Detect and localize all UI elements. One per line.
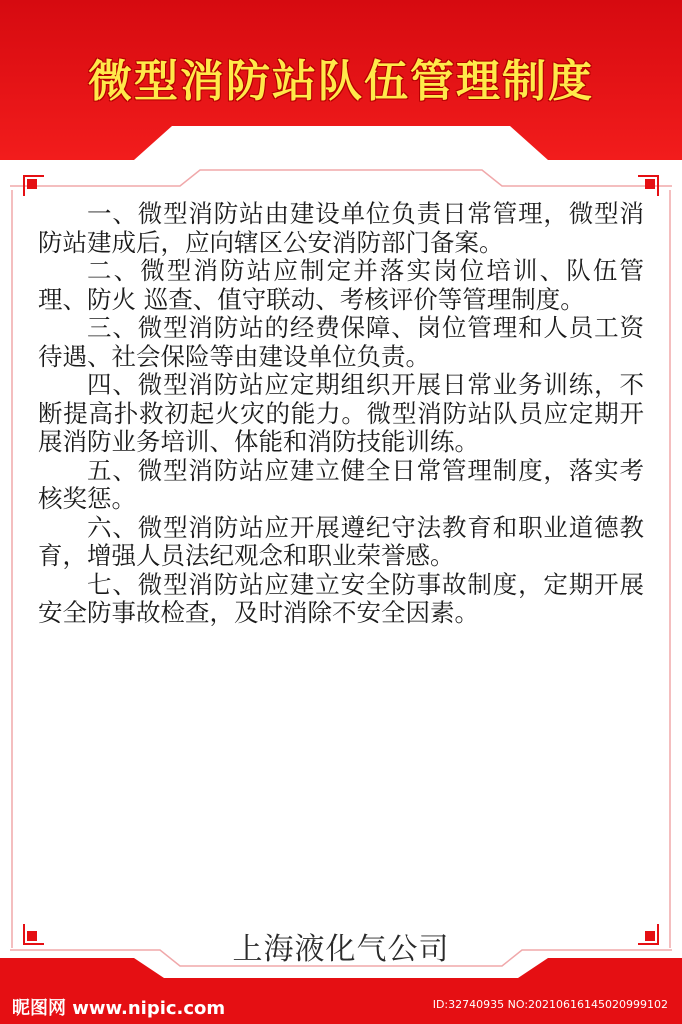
rule-paragraph: 二、微型消防站应制定并落实岗位培训、队伍管理、防火 巡查、值守联动、考核评价等管理制度。 [38,256,644,314]
page-title: 微型消防站队伍管理制度 [88,56,594,107]
watermark-site: 昵图网 www.nipic.com [12,998,226,1019]
company-name: 上海液化气公司 [232,932,450,967]
rule-paragraph: 五、微型消防站应建立健全日常管理制度，落实考核奖惩。 [38,455,644,513]
rule-paragraph: 六、微型消防站应开展遵纪守法教育和职业道德教育，增强人员法纪观念和职业荣誉感。 [38,512,644,570]
rule-paragraph: 一、微型消防站由建设单位负责日常管理，微型消防站建成后，应向辖区公安消防部门备案。 [38,199,644,257]
rule-paragraph: 三、微型消防站的经费保障、岗位管理和人员工资待遇、社会保险等由建设单位负责。 [38,313,644,371]
rule-paragraph: 四、微型消防站应定期组织开展日常业务训练，不断提高扑救初起火灾的能力。微型消防站队员应定期开展消防业务培训、体能和消防技能训练。 [38,370,644,456]
watermark-id: ID:32740935 NO:20210616145020999102 [432,998,668,1011]
rule-paragraph: 七、微型消防站应建立安全防事故制度，定期开展安全防事故检查，及时消除不安全因素。 [38,569,644,627]
rules-list [38,200,644,628]
